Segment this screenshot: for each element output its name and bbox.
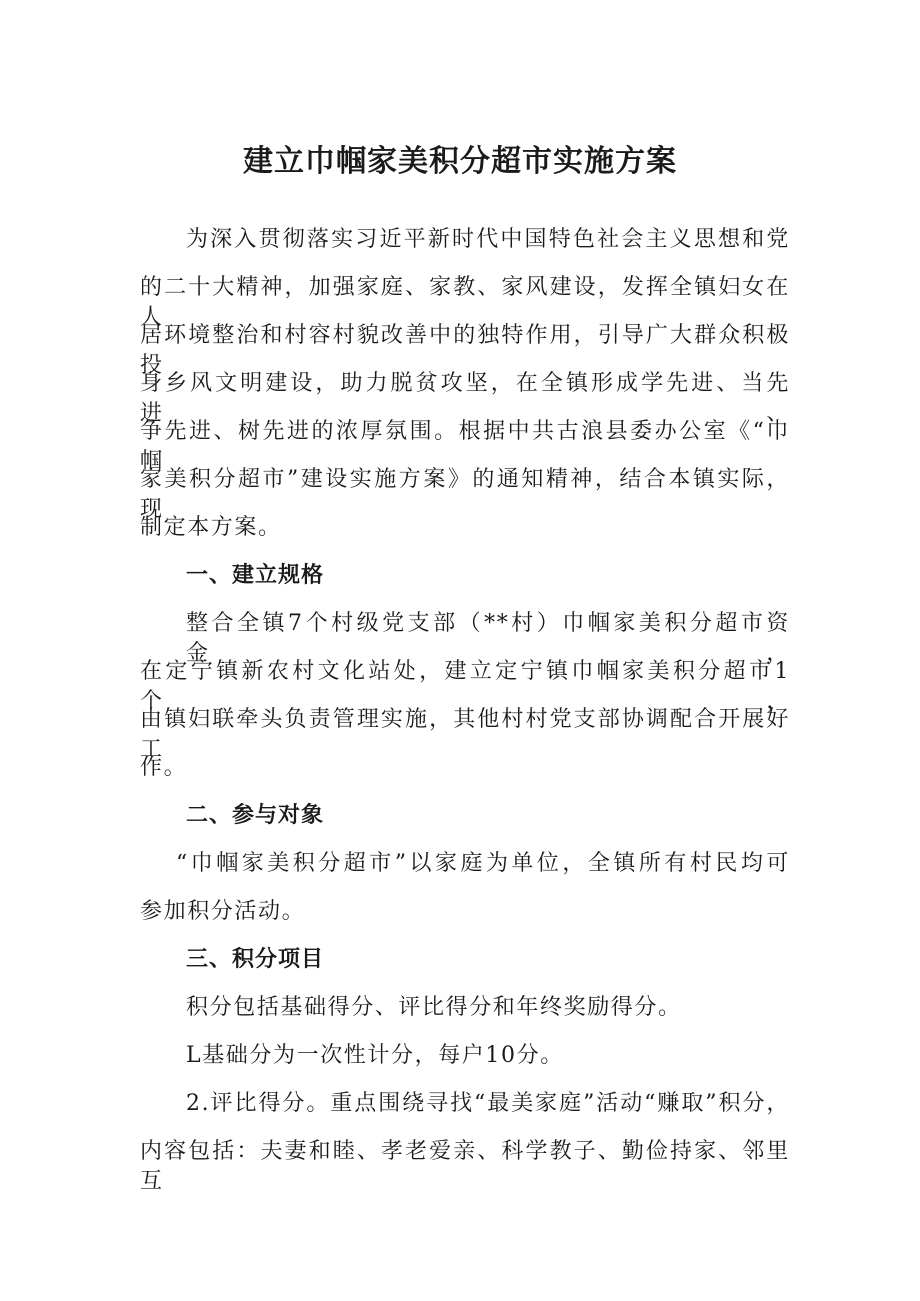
document-title: 建立巾帼家美积分超市实施方案 <box>243 144 677 179</box>
section1-line-2: 在定宁镇新农村文化站处，建立定宁镇巾帼家美积分超市1个， <box>140 659 790 714</box>
intro-line-3: 居环境整治和村容村貌改善中的独特作用，引导广大群众积极投 <box>140 323 790 378</box>
intro-line-6: 家美积分超市”建设实施方案》的通知精神，结合本镇实际，现 <box>140 467 790 522</box>
intro-line-7: 制定本方案。 <box>140 515 282 540</box>
section1-line-1: 整合全镇7个村级党支部（**村）巾帼家美积分超市资金， <box>186 611 790 666</box>
section3-line-3: 2.评比得分。重点围绕寻找“最美家庭”活动“赚取”积分， <box>186 1091 790 1116</box>
intro-line-2: 的二十大精神，加强家庭、家教、家风建设，发挥全镇妇女在人 <box>140 275 790 330</box>
section3-line-1: 积分包括基础得分、评比得分和年终奖励得分。 <box>186 995 682 1020</box>
section-heading-2: 二、参与对象 <box>186 803 325 828</box>
section3-line-2: L基础分为一次性计分，每户10分。 <box>186 1043 564 1068</box>
intro-line-1: 为深入贯彻落实习近平新时代中国特色社会主义思想和党 <box>186 227 790 252</box>
section-heading-1: 一、建立规格 <box>186 563 325 588</box>
section2-line-1: “巾帼家美积分超市”以家庭为单位，全镇所有村民均可 <box>176 851 790 876</box>
section-heading-3: 三、积分项目 <box>186 947 325 972</box>
intro-line-4: 身乡风文明建设，助力脱贫攻坚，在全镇形成学先进、当先进、 <box>140 371 790 426</box>
section1-line-4: 作。 <box>140 755 188 780</box>
section1-line-3: 由镇妇联牵头负责管理实施，其他村村党支部协调配合开展好工 <box>140 707 790 762</box>
section3-line-4: 内容包括：夫妻和睦、孝老爱亲、科学教子、勤俭持家、邻里互 <box>140 1139 790 1194</box>
intro-line-5: 争先进、树先进的浓厚氛围。根据中共古浪县委办公室《“巾帼 <box>140 419 790 474</box>
section2-line-2: 参加积分活动。 <box>140 899 306 924</box>
